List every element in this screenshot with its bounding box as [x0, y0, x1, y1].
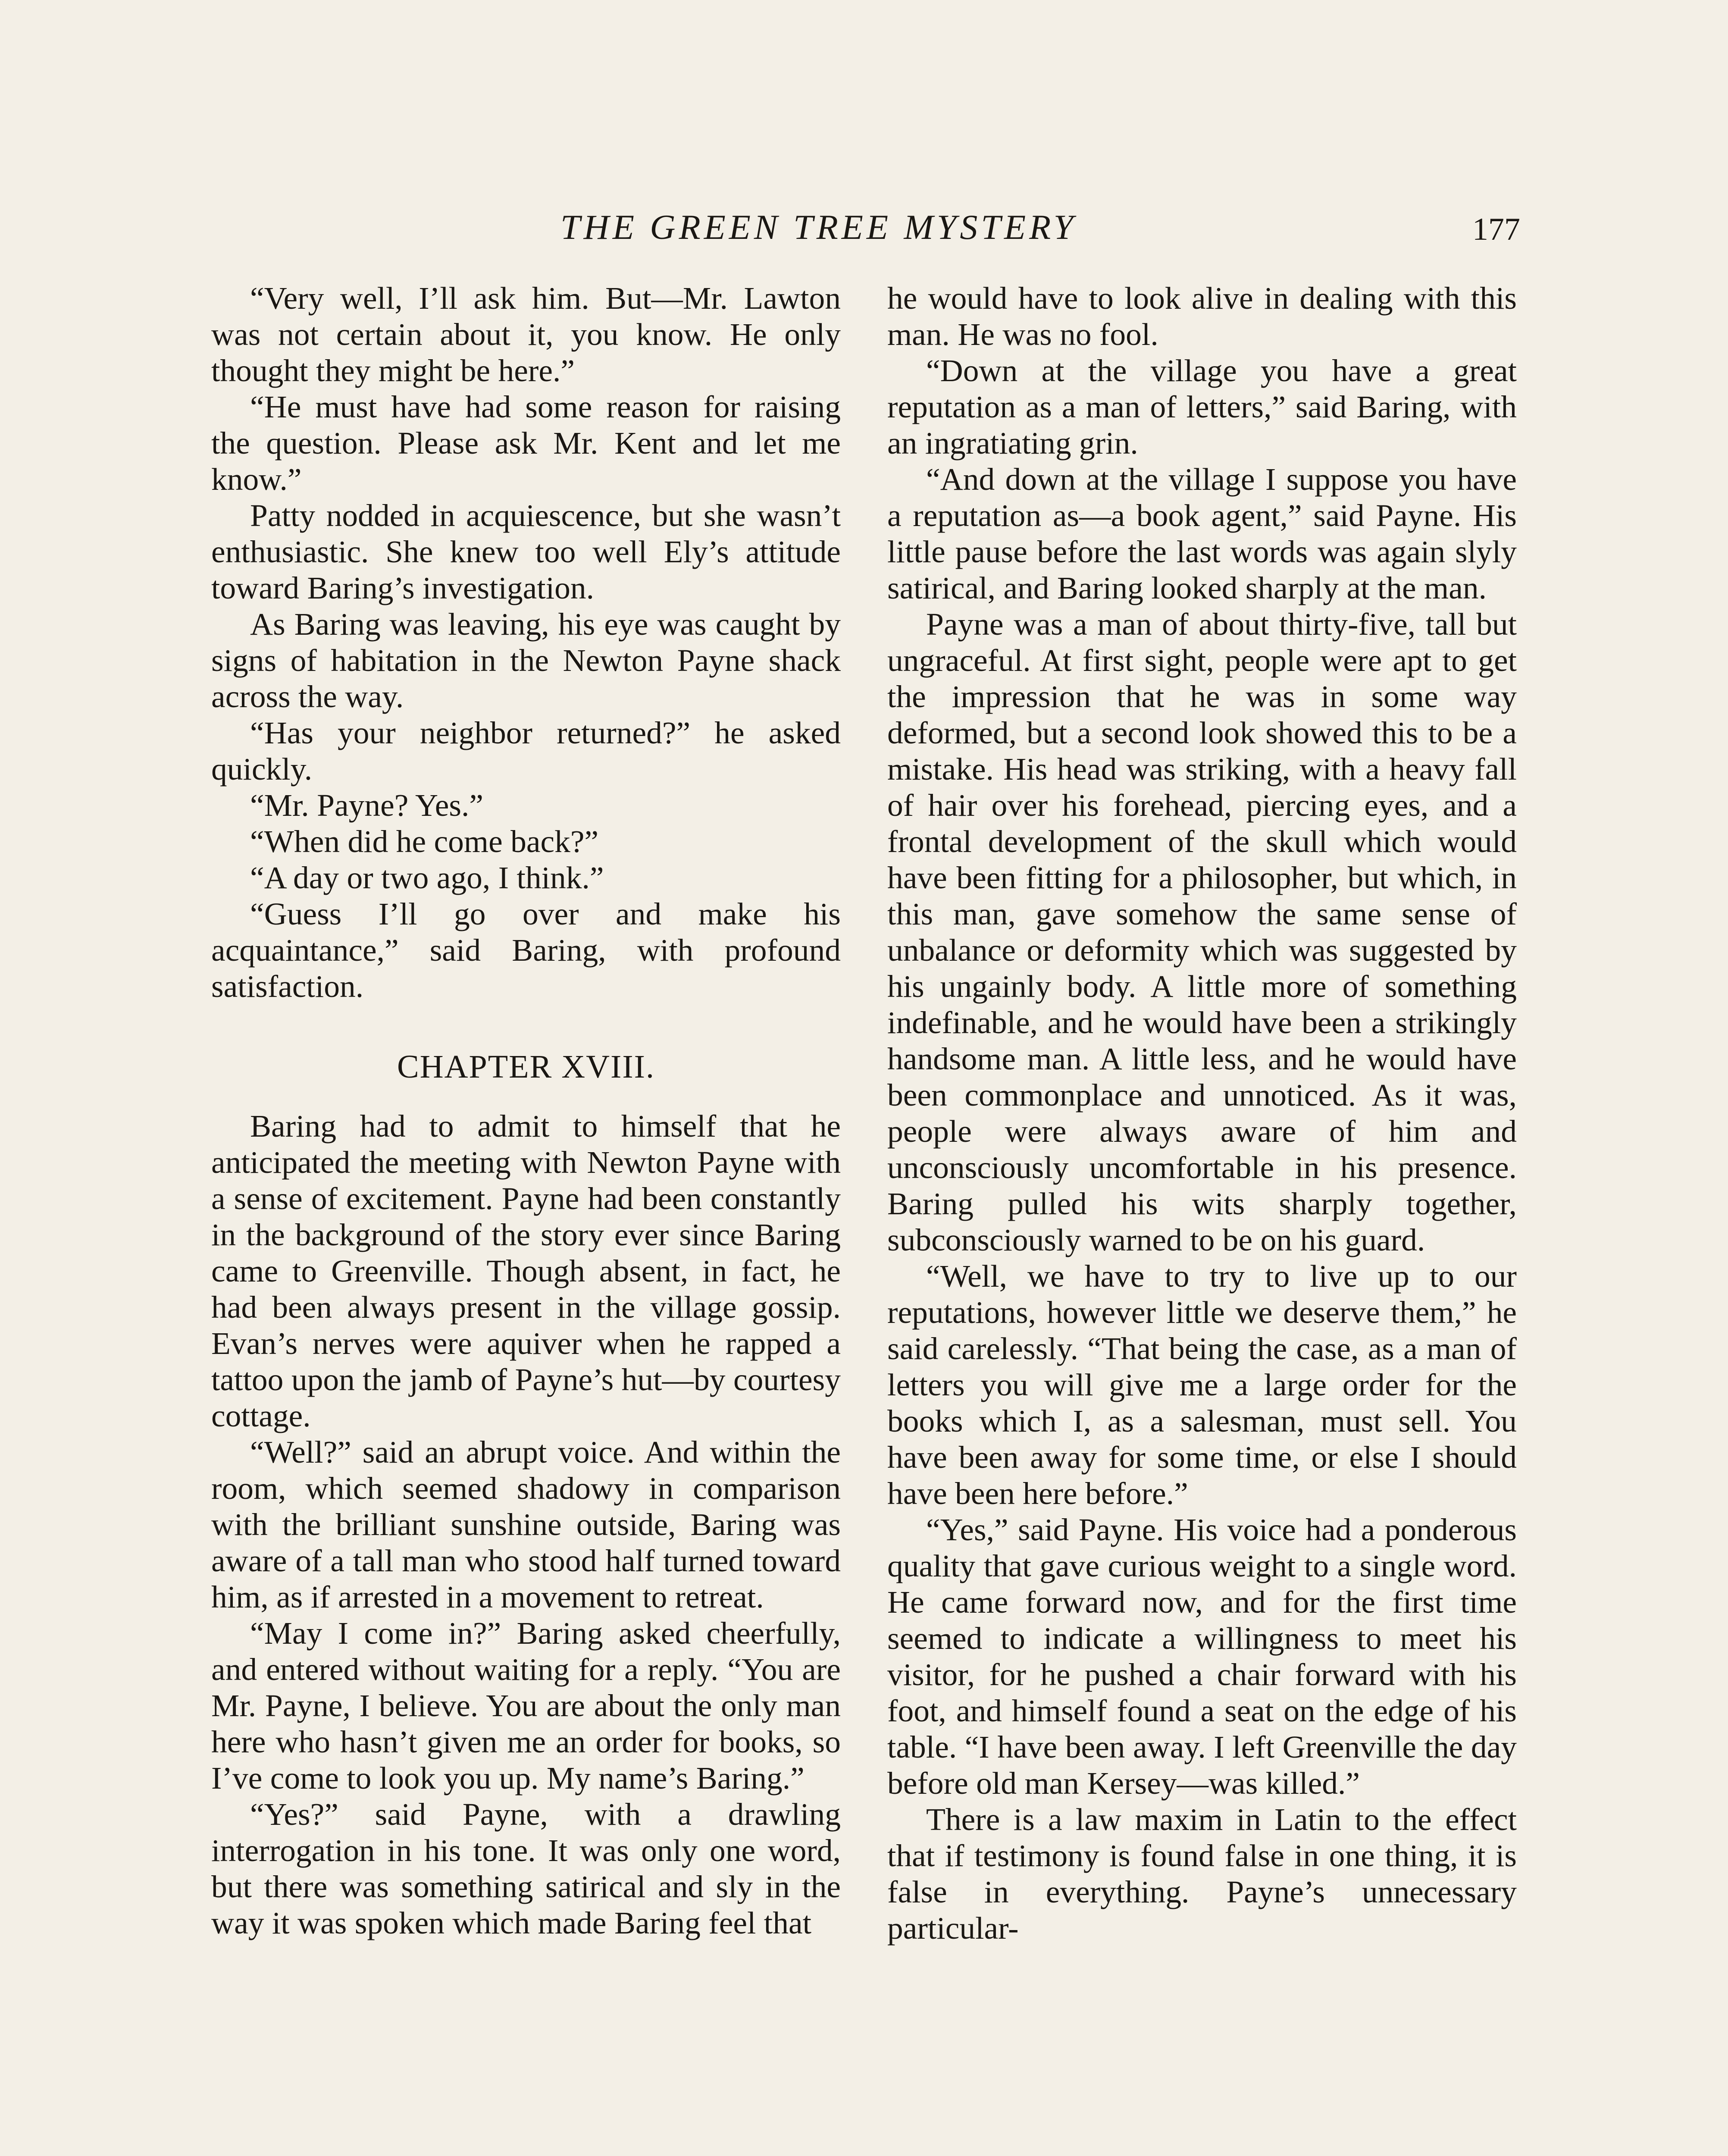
right-column — [887, 280, 1517, 1946]
running-title: THE GREEN TREE MYSTERY — [560, 207, 1077, 247]
paragraph: “A day or two ago, I think.” — [250, 860, 604, 895]
left-column — [211, 280, 841, 1941]
paragraph: “Well?” said an abrupt voice. And within the room, which seemed shadowy in comparison with the brilliant sunshine outside, Baring was aware of a tall man who stood half turned toward him, as if arrested in a movement to retreat. — [211, 1435, 841, 1614]
paragraph: “Yes,” said Payne. His voice had a ponderous quality that gave curious weight to a single word. He came forward now, and for the first time seemed to indicate a willingness to meet his visitor, for he pushed a chair forward with his foot, and himself found a seat on the edge of his table. “I have been away. I left Greenville the day before old man Kersey—was killed.” — [887, 1512, 1517, 1801]
paragraph: “And down at the village I suppose you have a reputation as—a book agent,” said Payne. His little pause before the last words was again slyly satirical, and Baring looked sharply at the man. — [887, 462, 1517, 605]
paragraph: Payne was a man of about thirty-five, tall but ungraceful. At first sight, people were apt to get the impression that he was in some way deformed, but a second look showed this to be a mistake. His head was striking, with a heavy fall of hair over his forehead, piercing eyes, and a frontal development of the skull which would have been fitting for a philosopher, but which, in this man, gave somehow the same sense of unbalance or deformity which was suggested by his ungainly body. A little more of something indefinable, and he would have been a strikingly handsome man. A little less, and he would have been commonplace and unnoticed. As it was, people were always aware of him and unconsciously uncomfortable in his presence. Baring pulled his wits sharply together, subconsciously warned to be on his guard. — [887, 607, 1517, 1257]
paragraph: Patty nodded in acquiescence, but she wasn’t enthusiastic. She knew too well Ely’s attitude toward Baring’s investigation. — [211, 498, 841, 605]
paragraph: “Well, we have to try to live up to our reputations, however little we deserve them,” he said carelessly. “That being the case, as a man of letters you will give me a large order for the books which I, as a salesman, must sell. You have been away for some time, or else I should have been here before.” — [887, 1259, 1517, 1511]
paragraph: “Very well, I’ll ask him. But—Mr. Lawton was not certain about it, you know. He only thought they might be here.” — [211, 281, 841, 388]
paragraph: “Mr. Payne? Yes.” — [250, 788, 483, 823]
paragraph: As Baring was leaving, his eye was caught by signs of habitation in the Newton Payne shack across the way. — [211, 607, 841, 714]
paragraph-continuation: he would have to look alive in dealing with this man. He was no fool. — [887, 281, 1517, 352]
paragraph: “When did he come back?” — [250, 824, 599, 859]
paragraph: “Yes?” said Payne, with a drawling interrogation in his tone. It was only one word, but there was something satirical and sly in the way it was spoken which made Baring feel that — [211, 1797, 841, 1940]
page-number: 177 — [1472, 212, 1520, 247]
paragraph: “Has your neighbor returned?” he asked quickly. — [211, 715, 841, 787]
paragraph: “May I come in?” Baring asked cheerfully, and entered without waiting for a reply. “You are Mr. Payne, I believe. You are about the only man here who hasn’t given me an order for books, so I’ve come to look you up. My name’s Baring.” — [211, 1616, 841, 1796]
paragraph: “Guess I’ll go over and make his acquaintance,” said Baring, with profound satisfaction. — [211, 896, 841, 1004]
paragraph: Baring had to admit to himself that he anticipated the meeting with Newton Payne with a sense of excitement. Payne had been constantly in the background of the story ever since Baring came to Greenville. Though absent, in fact, he had been always present in the village gossip. Evan’s nerves were aquiver when he rapped a tattoo upon the jamb of Payne’s hut—by courtesy cottage. — [211, 1109, 841, 1433]
page-header — [0, 207, 1728, 259]
paragraph: “He must have had some reason for raising the question. Please ask Mr. Kent and let me know.” — [211, 389, 841, 497]
paragraph: There is a law maxim in Latin to the effect that if testimony is found false in one thing, it is false in everything. Payne’s unnecessary particular- — [887, 1802, 1517, 1946]
chapter-heading: CHAPTER XVIII. — [397, 1049, 655, 1085]
paragraph: “Down at the village you have a great reputation as a man of letters,” said Baring, with an ingratiating grin. — [887, 353, 1517, 461]
